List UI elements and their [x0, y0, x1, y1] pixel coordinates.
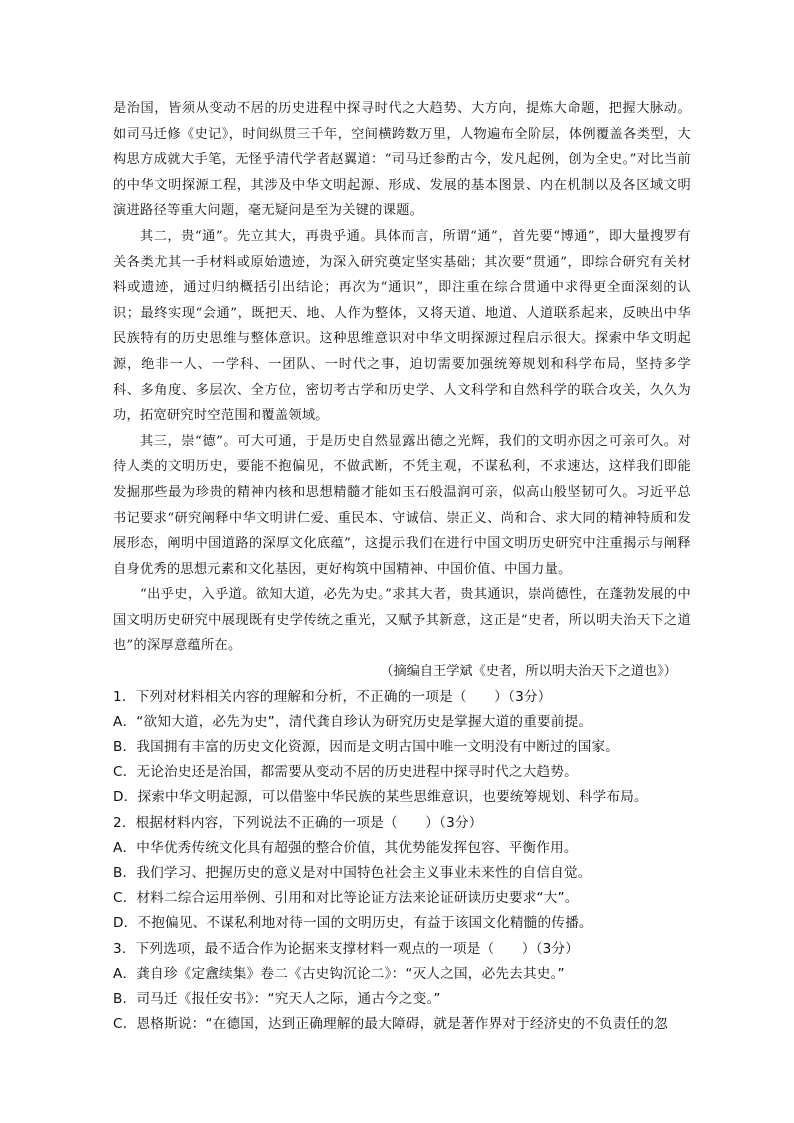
question-2-option-d: D．不抱偏见、不谋私利地对待一国的文明历史，有益于该国文化精髓的传播。: [113, 915, 593, 932]
question-1-option-d: D．探索中华文明起源，可以借鉴中华民族的某些思维意识，也要统筹规划、科学布局。: [113, 789, 648, 806]
question-3-option-b: B．司马迁《报任安书》：“究天人之际，通古今之变。”: [113, 991, 441, 1008]
question-2-option-c: C．材料二综合运用举例、引用和对比等论证方法来论证研读历史要求“大”。: [113, 890, 579, 907]
question-1-option-a: A．“欲知大道，必先为史”，清代龚自珍认为研究历史是掌握大道的重要前提。: [113, 713, 593, 730]
question-1-option-b: B．我国拥有丰富的历史文化资源，因而是文明古国中唯一文明没有中断过的国家。: [113, 739, 620, 756]
question-3-stem: 3．下列选项，最不适合作为论据来支撑材料一观点的一项是（ ）（3分）: [113, 940, 580, 957]
question-2-option-b: B．我们学习、把握历史的意义是对中国特色社会主义事业未来性的自信自觉。: [113, 865, 592, 882]
passage-paragraph-4: “出乎史，入乎道。欲知大道，必先为史。”求其大者，贵其通识，崇尚德性，在蓬勃发展的中国文明历史研究中展现既有史学传统之重光，又赋予其新意，这正是“史者，所以明夫治天下之道也”的深厚意蕴所在。: [113, 587, 691, 654]
passage-paragraph-2: 其二，贵“通”。先立其大，再贵乎通。具体而言，所谓“通”，首先要“博通”，即大量搜罗有关各类尤其一手材料或原始遗迹，为深入研究奠定坚实基础；其次要“贯通”，即综合研究有关材料或遗迹，通过归纳概括引出结论；再次为“通识”，即注重在综合贯通中求得更全面深刻的认识；最终实现“会通”，既把天、地、人作为整体，又将天道、地道、人道联系起来，反映出中华民族特有的历史思维与整体意识。这种思维意识对中华文明探源过程启示很大。探索中华文明起源，绝非一人、一学科、一团队、一时代之事，迫切需要加强统筹规划和科学布局，坚持多学科、多角度、多层次、全方位，密切考古学和历史学、人文科学和自然科学的联合攻关，久久为功，拓宽研究时空范围和覆盖领域。: [113, 228, 691, 424]
question-3-option-c: C．恩格斯说：“在德国，达到正确理解的最大障碍，就是著作界对于经济史的不负责任的忽: [113, 1016, 668, 1033]
question-2-option-a: A．中华优秀传统文化具有超强的整合价值，其优势能发挥包容、平衡作用。: [113, 839, 578, 856]
question-1-option-c: C．无论治史还是治国，都需要从变动不居的历史进程中探寻时代之大趋势。: [113, 764, 578, 781]
document-content: [113, 96, 691, 1038]
question-3-option-a: A．龚自珍《定盦续集》卷二《古史钩沉论二》：“灭人之国，必先去其史。”: [113, 965, 565, 982]
question-1-stem: 1．下列对材料相关内容的理解和分析，不正确的一项是（ ）（3分）: [113, 688, 552, 705]
passage-source: （摘编自王学斌《史者，所以明夫治天下之道也》）: [380, 664, 677, 680]
passage-paragraph-3: 其三，崇“德”。可大可通，于是历史自然显露出德之光辉，我们的文明亦因之可亲可久。对待人类的文明历史，要能不抱偏见，不做武断，不凭主观，不谋私利，不求速达，这样我们即能发掘那些最为珍贵的精神内核和思想精髓才能如玉石般温润可亲，似高山般坚韧可久。习近平总书记要求“研究阐释中华文明讲仁爱、重民本、守诚信、崇正义、尚和合、求大同的精神特质和发展形态，阐明中国道路的深厚文化底蕴”，这提示我们在进行中国文明历史研究中注重揭示与阐释自身优秀的思想元素和文化基因，更好构筑中国精神、中国价值、中国力量。: [113, 433, 691, 577]
question-2-stem: 2．根据材料内容，下列说法不正确的一项是（ ）（3分）: [113, 814, 483, 831]
passage-paragraph-1: 是治国，皆须从变动不居的历史进程中探寻时代之大趋势、大方向，提炼大命题，把握大脉动。如司马迁修《史记》，时间纵贯三千年，空间横跨数万里，人物遍布全阶层，体例覆盖各类型，大构思方成就大手笔，无怪乎清代学者赵翼道：“司马迁参酌古今，发凡起例，创为全史。”对比当前的中华文明探源工程，其涉及中华文明起源、形成、发展的基本图景、内在机制以及各区域文明演进路径等重大问题，毫无疑问是至为关键的课题。: [113, 101, 691, 219]
question-list: [113, 685, 691, 1038]
